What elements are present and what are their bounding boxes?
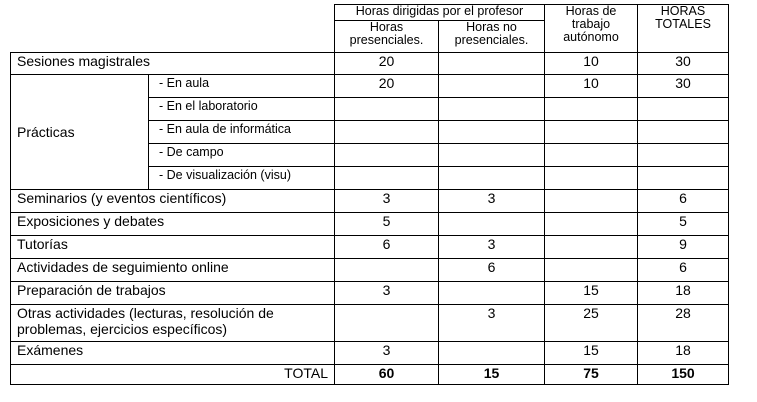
cell-autonomo: 10 xyxy=(545,75,638,98)
table-row xyxy=(11,53,729,75)
total-label: TOTAL xyxy=(11,365,335,385)
row-label: Tutorías xyxy=(11,236,335,259)
cell-total: 30 xyxy=(638,75,729,98)
cell-total: 5 xyxy=(638,213,729,236)
practicas-item-label: - De visualización (visu) xyxy=(149,167,335,190)
cell-presenciales: 6 xyxy=(335,236,439,259)
cell-autonomo xyxy=(545,213,638,236)
practicas-item-label: - En el laboratorio xyxy=(149,98,335,121)
cell-presenciales: 3 xyxy=(335,190,439,213)
cell-presenciales xyxy=(335,167,439,190)
row-label: Actividades de seguimiento online xyxy=(11,259,335,282)
cell-presenciales xyxy=(335,144,439,167)
header-presenciales: Horas presenciales. xyxy=(335,21,439,53)
practicas-label: Prácticas xyxy=(11,75,149,190)
cell-total: 18 xyxy=(638,282,729,305)
cell-no-presenciales xyxy=(439,144,545,167)
cell-presenciales: 3 xyxy=(335,282,439,305)
cell-no-presenciales: 3 xyxy=(439,305,545,342)
cell-autonomo xyxy=(545,144,638,167)
practicas-item-label: - En aula xyxy=(149,75,335,98)
table-row xyxy=(11,259,729,282)
cell-total xyxy=(638,167,729,190)
cell-no-presenciales xyxy=(439,98,545,121)
cell-autonomo: 10 xyxy=(545,53,638,75)
total-autonomo: 75 xyxy=(545,365,638,385)
header-autonomo: Horas de trabajo autónomo xyxy=(545,5,638,53)
row-label: Sesiones magistrales xyxy=(11,53,335,75)
total-presenciales: 60 xyxy=(335,365,439,385)
cell-total: 6 xyxy=(638,259,729,282)
cell-total: 28 xyxy=(638,305,729,342)
cell-no-presenciales xyxy=(439,342,545,365)
cell-no-presenciales: 3 xyxy=(439,190,545,213)
cell-no-presenciales: 3 xyxy=(439,236,545,259)
cell-total xyxy=(638,98,729,121)
cell-presenciales: 20 xyxy=(335,53,439,75)
cell-autonomo xyxy=(545,121,638,144)
total-horas: 150 xyxy=(638,365,729,385)
cell-total xyxy=(638,144,729,167)
cell-autonomo: 25 xyxy=(545,305,638,342)
total-row xyxy=(11,365,729,385)
cell-autonomo xyxy=(545,236,638,259)
header-dirigidas: Horas dirigidas por el profesor xyxy=(335,5,545,21)
cell-no-presenciales xyxy=(439,282,545,305)
cell-autonomo xyxy=(545,98,638,121)
cell-presenciales xyxy=(335,98,439,121)
cell-no-presenciales xyxy=(439,121,545,144)
row-label: Exposiciones y debates xyxy=(11,213,335,236)
row-label: Preparación de trabajos xyxy=(11,282,335,305)
cell-no-presenciales: 6 xyxy=(439,259,545,282)
total-no-presenciales: 15 xyxy=(439,365,545,385)
cell-total: 6 xyxy=(638,190,729,213)
cell-autonomo: 15 xyxy=(545,342,638,365)
cell-presenciales: 5 xyxy=(335,213,439,236)
cell-autonomo: 15 xyxy=(545,282,638,305)
cell-no-presenciales xyxy=(439,213,545,236)
practicas-item-label: - De campo xyxy=(149,144,335,167)
table-row xyxy=(11,190,729,213)
cell-no-presenciales xyxy=(439,167,545,190)
cell-total: 18 xyxy=(638,342,729,365)
cell-total: 9 xyxy=(638,236,729,259)
table-row xyxy=(11,236,729,259)
practicas-item-label: - En aula de informática xyxy=(149,121,335,144)
cell-total xyxy=(638,121,729,144)
hours-table xyxy=(10,4,729,385)
cell-no-presenciales xyxy=(439,53,545,75)
cell-presenciales: 20 xyxy=(335,75,439,98)
cell-presenciales: 3 xyxy=(335,342,439,365)
row-label: Otras actividades (lecturas, resolución de problemas, ejercicios específicos) xyxy=(11,305,335,342)
row-label: Exámenes xyxy=(11,342,335,365)
header-blank xyxy=(11,5,335,53)
row-label: Seminarios (y eventos científicos) xyxy=(11,190,335,213)
cell-total: 30 xyxy=(638,53,729,75)
cell-presenciales xyxy=(335,121,439,144)
header-totales: HORAS TOTALES xyxy=(638,5,729,53)
table-row xyxy=(11,282,729,305)
cell-no-presenciales xyxy=(439,75,545,98)
cell-presenciales xyxy=(335,259,439,282)
table-row xyxy=(11,342,729,365)
cell-presenciales xyxy=(335,305,439,342)
header-no-presenciales: Horas no presenciales. xyxy=(439,21,545,53)
cell-autonomo xyxy=(545,167,638,190)
table-row xyxy=(11,213,729,236)
cell-autonomo xyxy=(545,190,638,213)
cell-autonomo xyxy=(545,259,638,282)
table-row xyxy=(11,75,729,98)
table-row xyxy=(11,305,729,342)
